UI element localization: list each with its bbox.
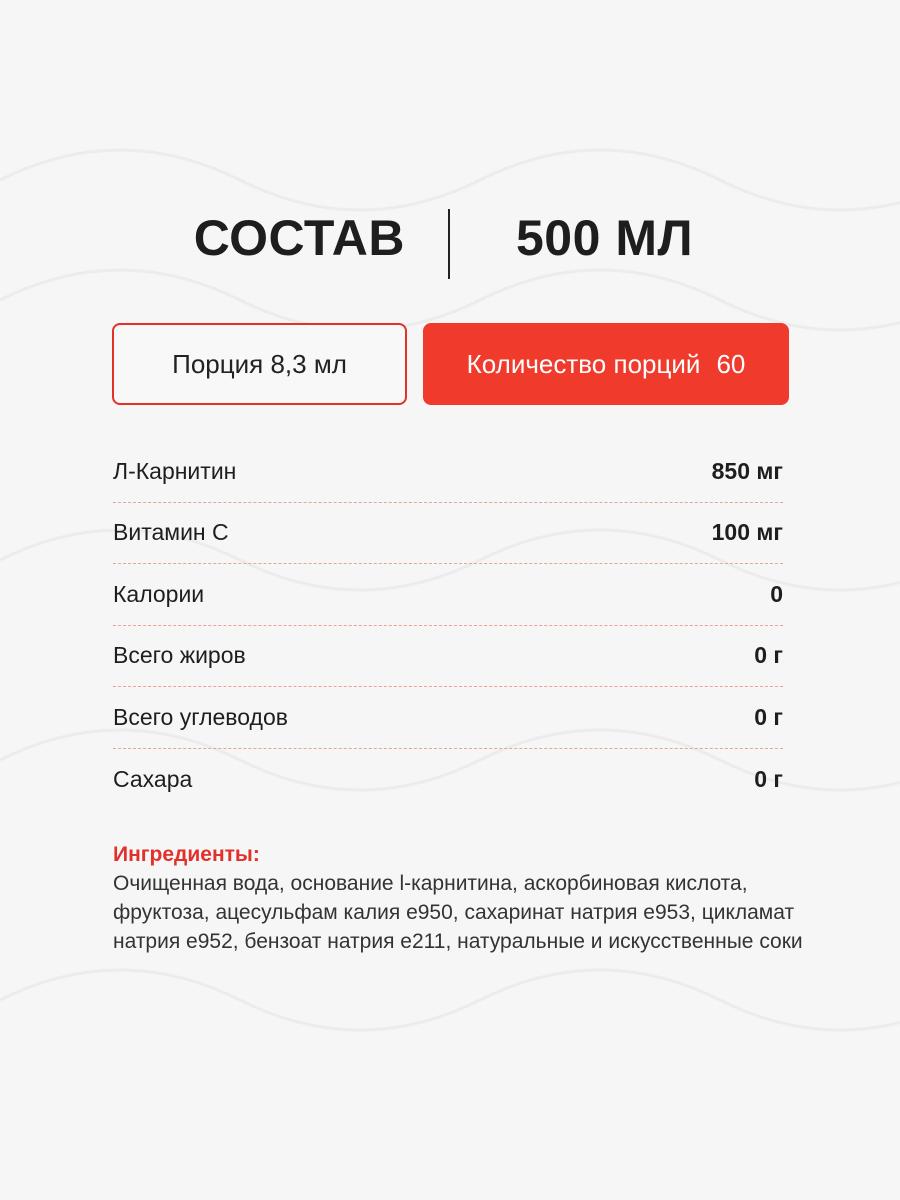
nutrient-name: Всего углеводов <box>113 703 288 730</box>
nutrition-row <box>113 687 783 749</box>
nutrient-name: Витамин С <box>113 519 229 546</box>
nutrient-value: 0 г <box>754 642 783 669</box>
nutrition-table <box>113 441 783 810</box>
nutrition-row <box>113 626 783 688</box>
nutrition-row <box>113 749 783 811</box>
ingredients-section <box>113 843 803 956</box>
nutrient-value: 100 мг <box>711 519 783 546</box>
portion-badge <box>112 323 407 405</box>
header-divider <box>448 209 450 279</box>
servings-badge <box>423 323 789 405</box>
portion-label: Порция 8,3 мл <box>172 348 347 379</box>
ingredients-label: Ингредиенты: <box>113 843 260 866</box>
ingredients-text: Очищенная вода, основание l-карнитина, аскорбиновая кислота, фруктоза, ацесульфам калия е950, сахаринат натрия е953, цикламат натрия е952, бензоат натрия е211, натуральные и искусственные соки <box>113 872 803 953</box>
nutrient-value: 850 мг <box>711 457 783 484</box>
page-header <box>0 205 900 281</box>
nutrient-name: Сахара <box>113 765 193 792</box>
servings-label: Количество порций <box>466 348 701 379</box>
nutrient-value: 0 г <box>754 703 783 730</box>
nutrient-name: Всего жиров <box>113 642 246 669</box>
nutrient-value: 0 г <box>754 765 783 792</box>
servings-value: 60 <box>716 348 746 379</box>
nutrient-value: 0 <box>770 580 783 607</box>
volume-title: 500 МЛ <box>516 210 694 266</box>
page-title: СОСТАВ <box>193 210 405 266</box>
nutrition-row <box>113 441 783 503</box>
nutrition-row <box>113 564 783 626</box>
nutrient-name: Калории <box>113 580 205 607</box>
nutrition-row <box>113 503 783 565</box>
nutrient-name: Л-Карнитин <box>113 457 237 484</box>
